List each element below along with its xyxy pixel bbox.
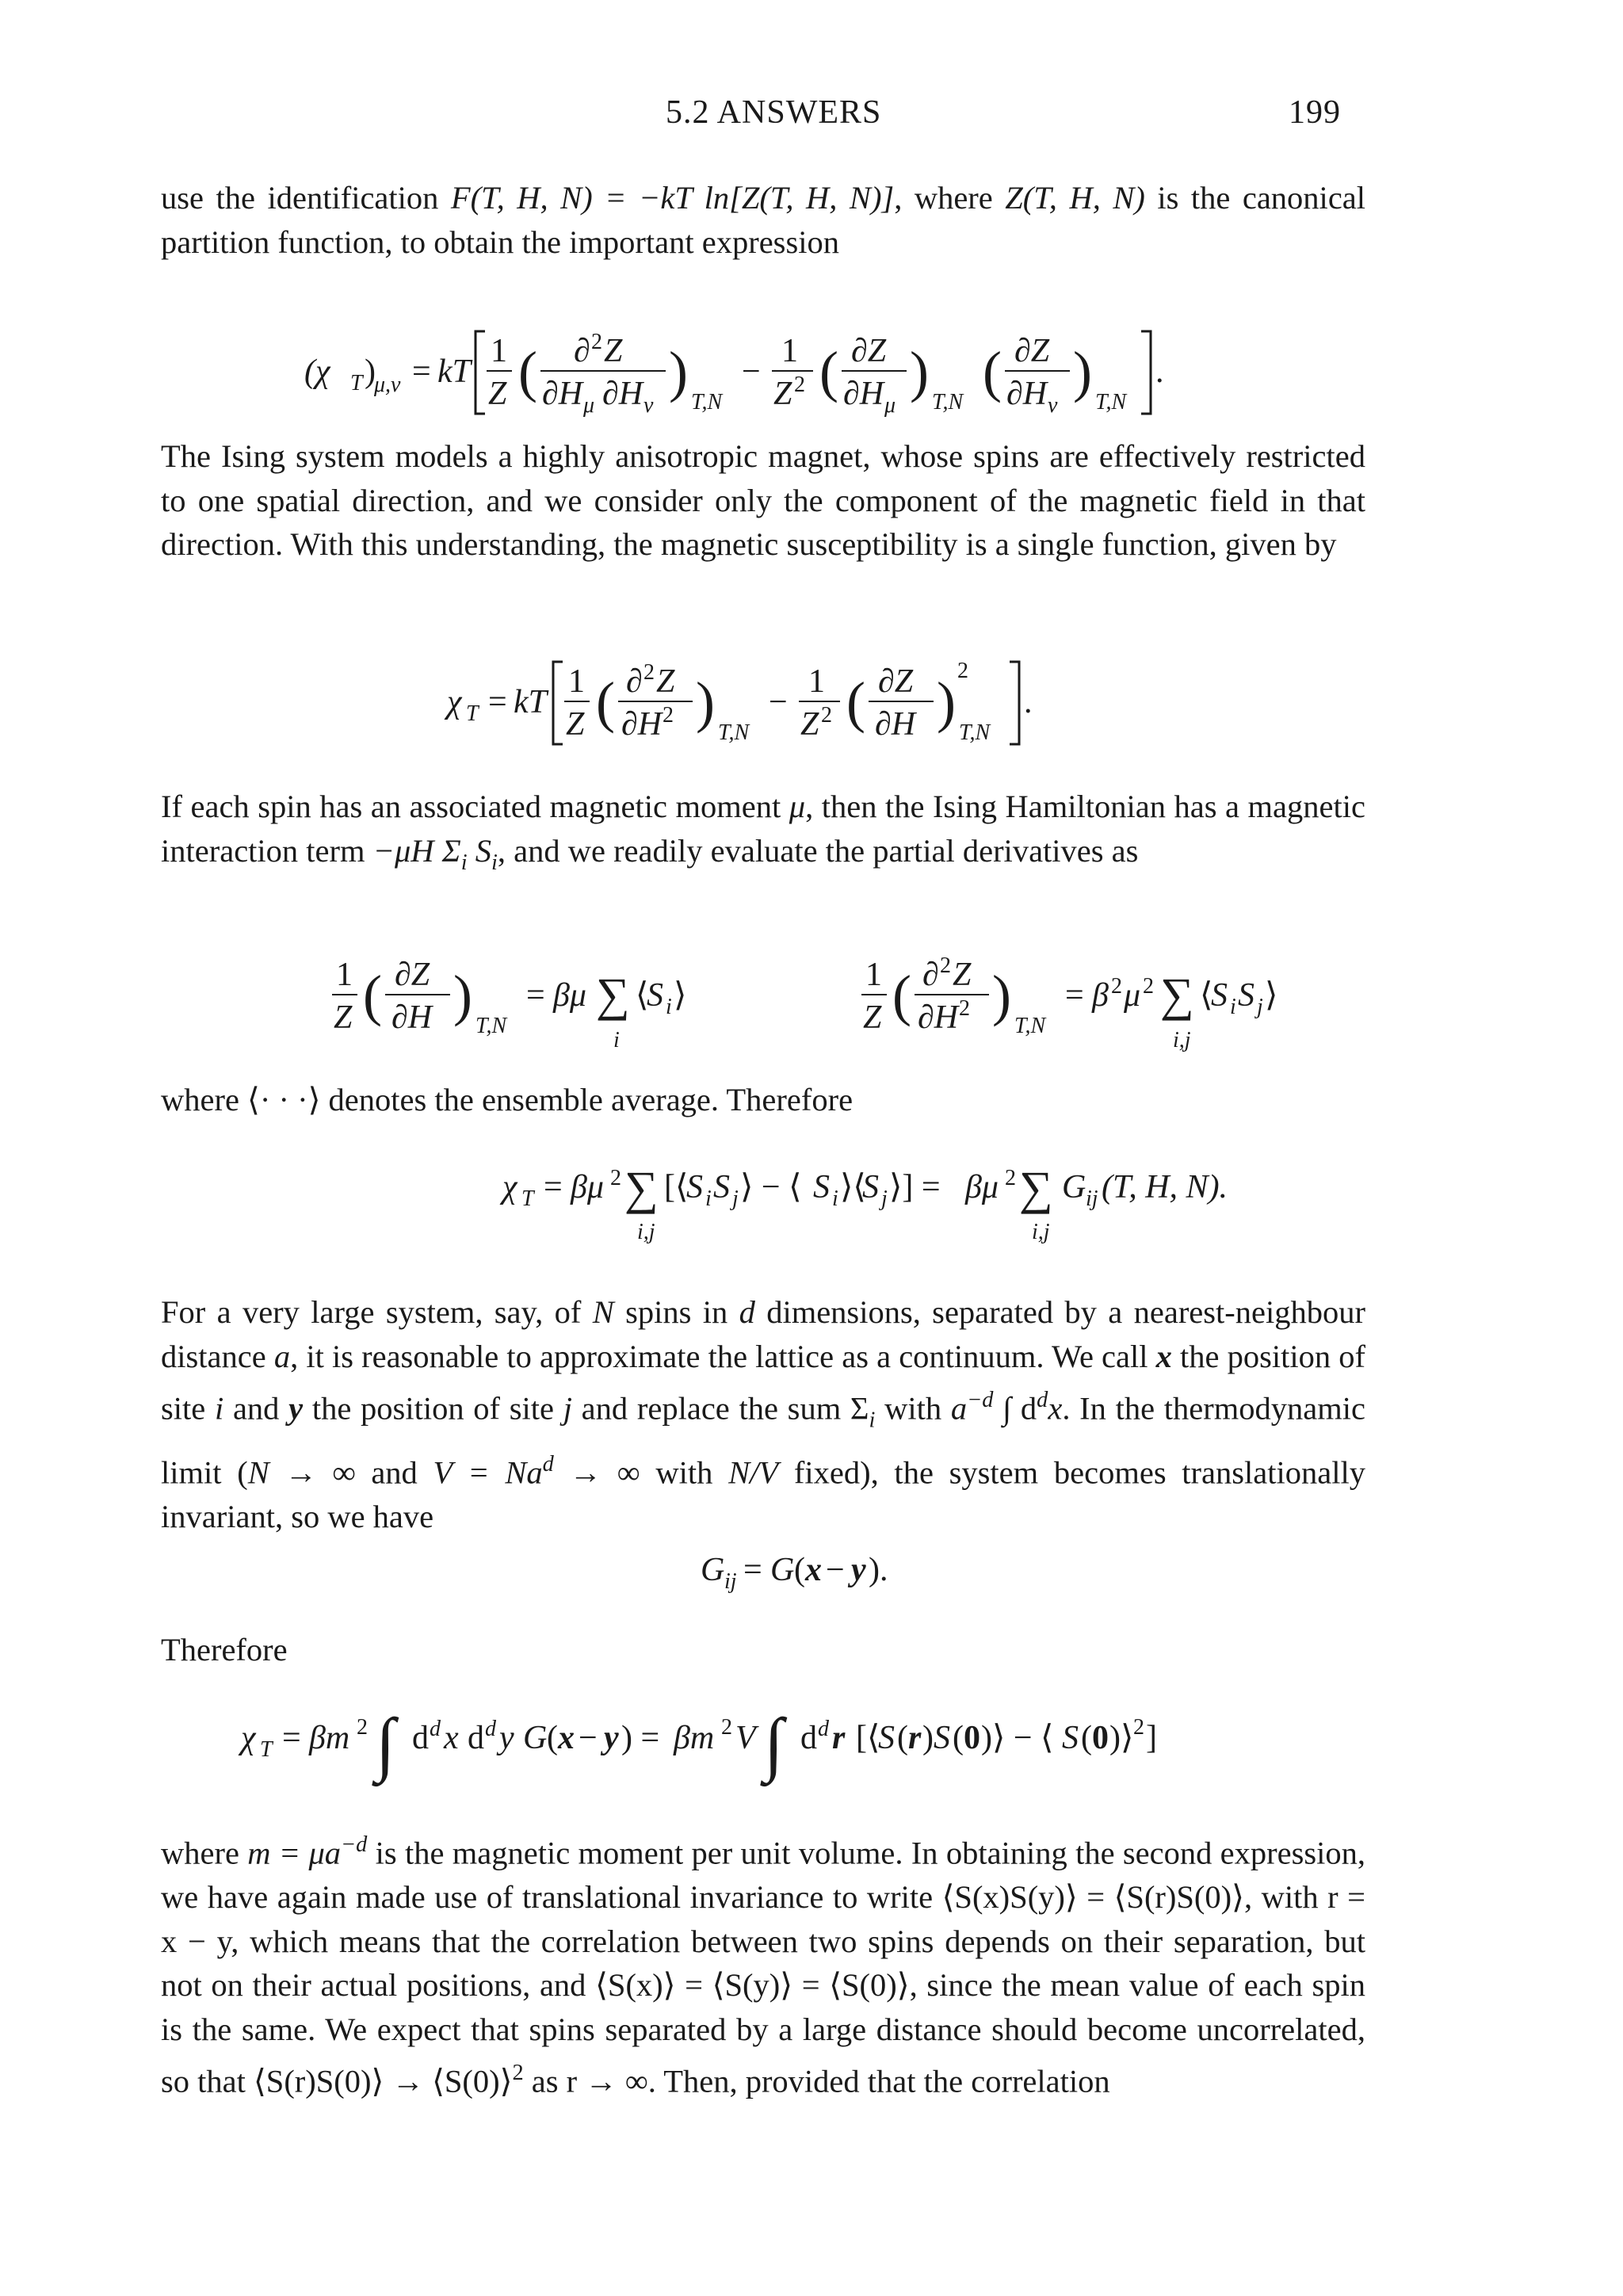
svg-text:⟨: ⟨ [1200, 977, 1213, 1014]
math-moment-density: m = μa [247, 1835, 342, 1871]
paragraph-therefore: Therefore [161, 1632, 288, 1668]
svg-text:1: 1 [865, 957, 882, 993]
svg-text:T: T [260, 1737, 273, 1762]
svg-text:1: 1 [336, 957, 353, 993]
svg-text:=: = [544, 1169, 563, 1205]
svg-text:y: y [604, 1720, 619, 1756]
svg-text:μ: μ [583, 393, 595, 418]
svg-text:d: d [412, 1720, 429, 1756]
svg-text:∂Z: ∂Z [851, 333, 887, 369]
running-head [0, 94, 1623, 141]
svg-text:2: 2 [1005, 1166, 1016, 1190]
math-superscript: 2 [512, 2061, 524, 2086]
svg-text:=: = [412, 353, 431, 390]
svg-text:j: j [1257, 995, 1263, 1019]
svg-text:(: ( [794, 1552, 805, 1588]
svg-text:∂H: ∂H [542, 376, 583, 412]
svg-text:Z: Z [800, 706, 819, 743]
svg-text:∂: ∂ [922, 957, 939, 993]
equation-translational-invariance [0, 1544, 1623, 1599]
svg-text:S: S [862, 1169, 879, 1205]
math-density: N/V [728, 1454, 779, 1491]
svg-text:): ) [937, 670, 956, 734]
text-run: spins in [613, 1294, 739, 1330]
svg-text:2: 2 [821, 703, 832, 728]
svg-text:(: ( [363, 964, 382, 1027]
svg-text:−: − [769, 684, 788, 720]
svg-text:S: S [878, 1720, 895, 1756]
svg-text:(: ( [953, 1720, 964, 1756]
math-superscript: −d [341, 1832, 368, 1857]
svg-text:Z: Z [566, 706, 585, 743]
math-subscript: i [869, 1408, 876, 1433]
svg-text:∑: ∑ [1160, 968, 1194, 1021]
text-run: the position of site [303, 1390, 563, 1427]
svg-text:2: 2 [721, 1715, 732, 1740]
svg-text:j: j [732, 1186, 739, 1211]
math-j: j [563, 1390, 572, 1427]
svg-text:S: S [934, 1720, 950, 1756]
svg-text:μ: μ [884, 393, 896, 418]
svg-text:d: d [430, 1717, 441, 1741]
svg-text:): ) [910, 340, 929, 403]
svg-text:−: − [742, 353, 761, 390]
svg-text:μ: μ [1124, 977, 1141, 1014]
svg-text:[⟨: [⟨ [856, 1720, 880, 1756]
svg-text:2: 2 [663, 703, 674, 728]
svg-text:): ) [1073, 340, 1092, 403]
equation-integral-susceptibility [0, 1688, 1623, 1807]
math-limit-V: V = Na [433, 1454, 543, 1491]
text-run: as r → ∞. Then, provided that the correlation [523, 2063, 1110, 2099]
svg-text:⟩ − ⟨: ⟩ − ⟨ [740, 1169, 802, 1205]
text-run: fixed), the system becomes translationally invariant, so we have [161, 1454, 1365, 1535]
svg-text:=: = [1065, 977, 1084, 1014]
svg-text:2: 2 [794, 372, 805, 397]
svg-text:ν: ν [643, 393, 654, 418]
svg-text:∂Z: ∂Z [1014, 333, 1050, 369]
svg-text:x: x [558, 1720, 575, 1756]
svg-text:2: 2 [591, 330, 602, 354]
svg-text:)⟩ − ⟨: )⟩ − ⟨ [981, 1720, 1054, 1756]
svg-text:(: ( [518, 340, 537, 403]
svg-text:(: ( [596, 670, 615, 734]
text-run: is [1144, 180, 1179, 216]
svg-text:βm: βm [674, 1720, 715, 1756]
svg-text:G: G [701, 1552, 725, 1588]
svg-text:χ: χ [502, 1169, 517, 1205]
svg-text:S: S [1062, 1720, 1079, 1756]
svg-text:i: i [666, 995, 672, 1019]
math-subscript: i [460, 850, 468, 875]
svg-text:ij: ij [1086, 1186, 1098, 1211]
math-x: x [1048, 1390, 1063, 1427]
text-run: is the magnetic moment per unit volume. In obtaining the second expression, we have again made use of translational invariance to write ⟨S(x)S(y)⟩ = ⟨S(r)S(0)⟩, with r = x − y, which means that the correlation between two spins depends on their separation, but not on their actual positions, and ⟨S(x)⟩ = ⟨S(y)⟩ = ⟨S(0)⟩, since the mean value of each spin is the same. We expect that spins separated by a large distance should become uncorrelated, so that ⟨S(r)S(0)⟩ → ⟨S(0)⟩ [161, 1835, 1365, 2099]
running-title: 5.2 ANSWERS [666, 94, 882, 131]
math-partition-function: Z(T, H, N) [1005, 180, 1145, 216]
svg-text:T,N: T,N [475, 1014, 507, 1038]
svg-text:d: d [800, 1720, 817, 1756]
svg-text:=: = [488, 684, 507, 720]
svg-text:∫: ∫ [764, 1705, 784, 1783]
math-superscript: d [1037, 1388, 1048, 1412]
math-a: a [950, 1390, 968, 1427]
svg-text:0: 0 [1092, 1720, 1109, 1756]
svg-text:S: S [1211, 977, 1228, 1014]
text-run: and [355, 1454, 433, 1491]
paragraph-hamiltonian [161, 785, 1365, 884]
svg-text:2: 2 [1111, 974, 1122, 999]
svg-text:βμ: βμ [965, 1169, 999, 1205]
text-run: If each spin has an associated magnetic moment [161, 789, 789, 824]
svg-text:T: T [521, 1186, 534, 1211]
svg-text:⟩: ⟩ [674, 977, 687, 1014]
svg-text:i: i [705, 1186, 712, 1211]
equation-partial-derivatives [0, 939, 1623, 1058]
svg-text:T,N: T,N [718, 720, 750, 745]
svg-text:(T, H, N).: (T, H, N). [1102, 1169, 1228, 1205]
svg-text:∫: ∫ [376, 1705, 395, 1783]
paragraph-continuum-limit [161, 1290, 1365, 1539]
svg-text:i: i [613, 1028, 620, 1052]
svg-text:T,N: T,N [1014, 1014, 1046, 1038]
equation-susceptibility-tensor [0, 315, 1623, 426]
svg-text:⟩] =: ⟩] = [889, 1169, 941, 1205]
svg-text:=: = [743, 1552, 762, 1588]
svg-text:χ: χ [241, 1720, 256, 1756]
svg-text:S: S [1238, 977, 1254, 1014]
text-run: , it is reasonable to approximate the lattice as a continuum. We call [290, 1338, 1156, 1374]
svg-text:S: S [813, 1169, 830, 1205]
svg-text:Z: Z [656, 663, 675, 700]
svg-text:)⟩: )⟩ [1109, 1720, 1134, 1756]
page-number: 199 [1289, 94, 1341, 131]
svg-text:Z: Z [953, 957, 972, 993]
svg-text:).: ). [869, 1552, 888, 1588]
svg-text:(: ( [547, 1720, 558, 1756]
text-run: and replace the sum Σ [571, 1390, 869, 1427]
math-a: a [273, 1338, 291, 1374]
svg-text:∂: ∂ [626, 663, 643, 700]
svg-text:2: 2 [643, 660, 655, 685]
svg-text:2: 2 [940, 953, 951, 978]
svg-text:∂: ∂ [574, 333, 590, 369]
math-spin: S [467, 832, 491, 869]
svg-text:(: ( [819, 340, 838, 403]
svg-text:i,j: i,j [1173, 1028, 1191, 1052]
svg-text:1: 1 [781, 333, 798, 369]
paragraph-ising-model: The Ising system models a highly anisotropic magnet, whose spins are effectively restricted to one spatial direction, and we consider only the component of the magnetic field in that direction. With this understanding, the magnetic susceptibility is a single function, given by [161, 438, 1365, 562]
svg-text:): ) [453, 964, 472, 1027]
svg-text:T,N: T,N [959, 720, 991, 745]
text-run: with [875, 1390, 951, 1427]
svg-text:]: ] [1146, 1720, 1157, 1756]
svg-text:−: − [826, 1552, 845, 1588]
svg-text:i,j: i,j [637, 1220, 655, 1244]
math-i: i [214, 1390, 224, 1427]
svg-text:): ) [922, 1720, 934, 1756]
svg-text:∑: ∑ [596, 968, 630, 1021]
svg-text:Z: Z [488, 376, 507, 412]
svg-text:i,j: i,j [1032, 1220, 1050, 1244]
svg-text:kT: kT [514, 684, 547, 720]
text-run: . In the thermodynamic limit ( [161, 1390, 1365, 1491]
svg-text:V: V [735, 1720, 756, 1756]
math-y-vector: y [288, 1390, 304, 1427]
svg-text:T: T [350, 371, 363, 395]
svg-text:S: S [647, 977, 663, 1014]
svg-text:2: 2 [1143, 974, 1154, 999]
svg-text:S: S [713, 1169, 730, 1205]
svg-text:ν: ν [1048, 393, 1058, 418]
text-run: the canonical partition function, to obtain the important expression [161, 180, 1366, 260]
svg-text:∂Z: ∂Z [395, 957, 430, 993]
svg-text:(: ( [846, 670, 865, 734]
svg-text:d: d [485, 1717, 496, 1741]
text-run: , and we readily evaluate the partial derivatives as [497, 832, 1139, 869]
text-run: where [161, 1835, 248, 1871]
svg-text:(: ( [897, 1720, 908, 1756]
svg-text:Z: Z [334, 999, 353, 1036]
svg-text:T,N: T,N [691, 390, 723, 415]
svg-text:) =: ) = [621, 1720, 660, 1756]
text-run: ∫ d [993, 1390, 1037, 1427]
equation-scalar-susceptibility [0, 646, 1623, 757]
text-run: dimensions, separated by a nearest-neighbour distance [161, 1294, 1365, 1374]
text-run: → ∞ [553, 1454, 640, 1491]
svg-text:2: 2 [1133, 1715, 1144, 1740]
svg-text:[⟨: [⟨ [664, 1169, 689, 1205]
svg-text:y: y [499, 1720, 514, 1756]
svg-text:2: 2 [357, 1715, 368, 1740]
svg-text:∂H: ∂H [1006, 376, 1048, 412]
equation-correlation-sum [0, 1153, 1623, 1248]
svg-text:S: S [686, 1169, 703, 1205]
svg-text:1: 1 [491, 333, 507, 369]
svg-text:=: = [282, 1720, 301, 1756]
svg-text:.: . [1155, 353, 1164, 390]
svg-text:i: i [1230, 995, 1236, 1019]
svg-text:i: i [832, 1186, 838, 1211]
math-superscript: d [542, 1452, 554, 1477]
text-run: For a very large system, say, of [161, 1294, 593, 1330]
svg-text:): ) [365, 353, 376, 390]
svg-text:Z: Z [604, 333, 623, 369]
text-run: the position of site [161, 1338, 1365, 1427]
svg-text:(χ: (χ [304, 353, 330, 390]
svg-text:r: r [832, 1720, 846, 1756]
svg-text:y: y [851, 1552, 866, 1588]
svg-text:∑: ∑ [624, 1162, 659, 1214]
math-subscript: i [491, 850, 498, 875]
svg-text:βμ: βμ [553, 977, 586, 1014]
svg-text:χ: χ [447, 684, 462, 720]
svg-text:−: − [579, 1720, 598, 1756]
svg-text:T,N: T,N [932, 390, 964, 415]
svg-text:G: G [523, 1720, 548, 1756]
math-limit-N: N → ∞ [247, 1454, 356, 1491]
math-mu: μ [789, 789, 806, 824]
svg-text:kT: kT [437, 353, 471, 390]
svg-text:Z: Z [863, 999, 882, 1036]
math-d: d [739, 1294, 755, 1330]
svg-text:T: T [466, 701, 479, 726]
math-free-energy: F(T, H, N) = −kT ln[Z(T, H, N)] [450, 180, 895, 216]
svg-text:∂Z: ∂Z [878, 663, 914, 700]
svg-text:βm: βm [309, 1720, 350, 1756]
math-x-vector: x [1155, 1338, 1172, 1374]
svg-text:r: r [908, 1720, 922, 1756]
svg-text:2: 2 [959, 996, 970, 1021]
paragraph-ensemble-average: where ⟨· · ·⟩ denotes the ensemble average. Therefore [161, 1082, 854, 1117]
svg-text:d: d [818, 1717, 829, 1741]
svg-text:x: x [444, 1720, 459, 1756]
svg-text:⟨: ⟨ [636, 977, 649, 1014]
math-interaction-term: −μH Σ [372, 832, 461, 869]
svg-text:μ,ν: μ,ν [374, 372, 401, 397]
svg-text:βμ: βμ [571, 1169, 604, 1205]
svg-text:G: G [770, 1552, 795, 1588]
svg-text:Z: Z [773, 376, 792, 412]
svg-text:ij: ij [724, 1569, 737, 1594]
svg-text:∂H: ∂H [843, 376, 884, 412]
svg-text:x: x [805, 1552, 822, 1588]
paragraph-identification [161, 176, 1365, 264]
paragraph-magnetic-moment-density [161, 1823, 1365, 2103]
svg-text:⟩: ⟩ [1265, 977, 1278, 1014]
svg-text:β: β [1092, 977, 1109, 1014]
math-N: N [592, 1294, 614, 1330]
text-run: , then the Ising Hamiltonian has a magnetic interaction term [161, 789, 1365, 869]
text-run: use the identification [161, 180, 451, 216]
text-run: and [223, 1390, 289, 1427]
svg-text:∂H: ∂H [391, 999, 433, 1036]
math-superscript: −d [967, 1388, 994, 1412]
text-run: , where [894, 180, 1006, 216]
svg-text:=: = [526, 977, 545, 1014]
svg-text:0: 0 [964, 1720, 980, 1756]
svg-text:∂H: ∂H [621, 706, 663, 743]
svg-text:(: ( [892, 964, 911, 1027]
text-run: with [640, 1454, 729, 1491]
svg-text:): ) [669, 340, 688, 403]
svg-text:⟩⟨: ⟩⟨ [840, 1169, 866, 1205]
svg-text:.: . [1024, 684, 1033, 720]
svg-text:d: d [468, 1720, 484, 1756]
svg-text:∂H: ∂H [602, 376, 643, 412]
svg-text:∑: ∑ [1019, 1162, 1053, 1214]
svg-text:(: ( [1081, 1720, 1092, 1756]
svg-text:1: 1 [808, 663, 825, 700]
svg-text:1: 1 [568, 663, 585, 700]
svg-text:j: j [881, 1186, 888, 1211]
svg-text:G: G [1062, 1169, 1086, 1205]
svg-text:2: 2 [610, 1166, 621, 1190]
svg-text:): ) [992, 964, 1011, 1027]
svg-text:∂H: ∂H [918, 999, 959, 1036]
svg-text:(: ( [983, 340, 1002, 403]
svg-text:T,N: T,N [1095, 390, 1127, 415]
svg-text:∂H: ∂H [875, 706, 916, 743]
svg-text:): ) [696, 670, 715, 734]
svg-text:2: 2 [957, 659, 968, 683]
